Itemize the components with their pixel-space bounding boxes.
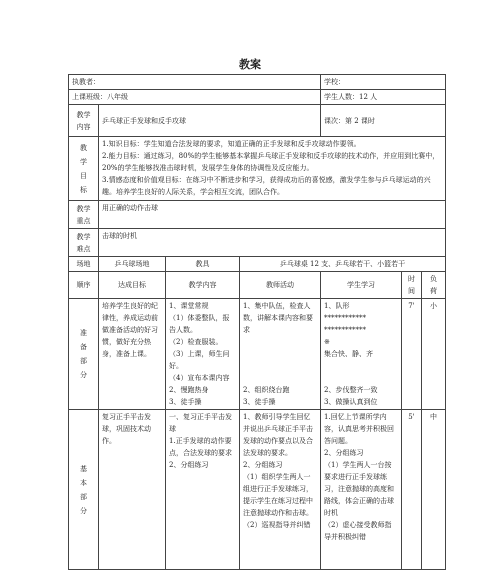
- objectives-cell: [99, 137, 446, 201]
- objective-knowledge: 1.知识目标：学生知道合法发球的要求，知道正确的正手发球和反手攻球动作要领。: [102, 140, 361, 148]
- content-cell: 乒乓球正手发球和反手攻球: [99, 105, 321, 137]
- section-prep-teacher: 1、集中队伍，检查人数，讲解本课内容和要求 2、组织绕台跑 3、徒手操: [240, 299, 321, 410]
- section-prep-goal: 培养学生良好的纪律性，养成运动前做准备活动的好习惯，做好充分热身，准备上课。: [99, 299, 166, 410]
- venue-label: 场地: [69, 257, 99, 272]
- section-prep-student: 1、队形 ************ ************ ※ 集合快、静、齐 2、步伐整齐一致 3、做操认真到位: [321, 299, 402, 410]
- section-prep-time: 7': [402, 299, 422, 410]
- col-student: 学生学习: [321, 272, 402, 299]
- difficulty-cell: 击球的时机: [99, 229, 446, 257]
- col-teacher: 教师活动: [240, 272, 321, 299]
- class-cell: 上课班级：八年级: [69, 90, 321, 105]
- section-prep-content: 1、课堂常规 （1）体委整队，报告人数。 （2）检查服装。 （3）上课，师生问好。 （4）宣布本课内容 2、慢跑热身 3、徒手操: [166, 299, 240, 410]
- section-basic-load: 中: [422, 410, 446, 570]
- objective-ability: 2.能力目标：通过练习，80%的学生能够基本掌握乒乓球正手发球和反手攻球的技术动作，并应用到比赛中，20%的学生能够找准击球时机，发展学生身体的协调性及反应能力。: [102, 152, 440, 172]
- page-title: 教案: [239, 58, 261, 71]
- equipment-value: 乒乓球桌 12 支、乒乓球若干、小篮若干: [240, 257, 446, 272]
- col-order: 顺序: [69, 272, 99, 299]
- content-label: 教学 内容: [69, 105, 99, 137]
- students-cell: 学生人数：12 人: [321, 90, 446, 105]
- col-goal: 达成目标: [99, 272, 166, 299]
- objectives-label: 教 学 目 标: [69, 137, 99, 201]
- teacher-cell: 执教者：: [69, 75, 321, 90]
- section-basic-time: 5': [402, 410, 422, 570]
- section-basic-label: 基 本 部 分: [69, 410, 99, 570]
- section-prep-label: 准 备 部 分: [69, 299, 99, 410]
- section-prep-load: 小: [422, 299, 446, 410]
- col-time: 时 间: [402, 272, 422, 299]
- section-basic-student: 1.回忆上节课所学内容，认真思考并积极回答问题。 2、分组练习 （1）学生两人一台按要求进行正手发球练习，注意抛球的高度和路线，体会正确的击球时机 （2）虚心接受教师指导并积极纠错: [321, 410, 402, 570]
- lesson-cell: 课次：第 2 课时: [321, 105, 446, 137]
- difficulty-label: 教学 难点: [69, 229, 99, 257]
- venue-value: 乒乓球场地: [99, 257, 166, 272]
- section-basic-goal: 复习正手平击发球，巩固技术动作。: [99, 410, 166, 570]
- key-point-label: 教学 重点: [69, 201, 99, 229]
- section-basic-teacher: 1、教师引导学生回忆并说出乒乓球正手平击发球的动作要点以及合法发球的要求。 2、分组练习 （1）组织学生两人一组进行正手发球练习，提示学生在练习过程中注意抛球动作和击球。 （2）巡视指导并纠错: [240, 410, 321, 570]
- key-point-cell: 用正确的动作击球: [99, 201, 446, 229]
- equipment-label: 教具: [166, 257, 240, 272]
- section-basic-content: 一、复习正手平击发球 1.正手发球的动作要点，合法发球的要求 2、分组练习: [166, 410, 240, 570]
- col-load: 负 荷: [422, 272, 446, 299]
- lesson-plan-table: [68, 74, 446, 570]
- objective-attitude: 3.情感态度和价值观目标：在练习中不断进步和学习，获得成功后的喜悦感，激发学生参与乒乓球运动的兴趣。培养学生良好的人际关系，学会相互交流，团队合作。: [102, 176, 431, 196]
- school-cell: 学校：: [321, 75, 446, 90]
- col-content: 教学内容: [166, 272, 240, 299]
